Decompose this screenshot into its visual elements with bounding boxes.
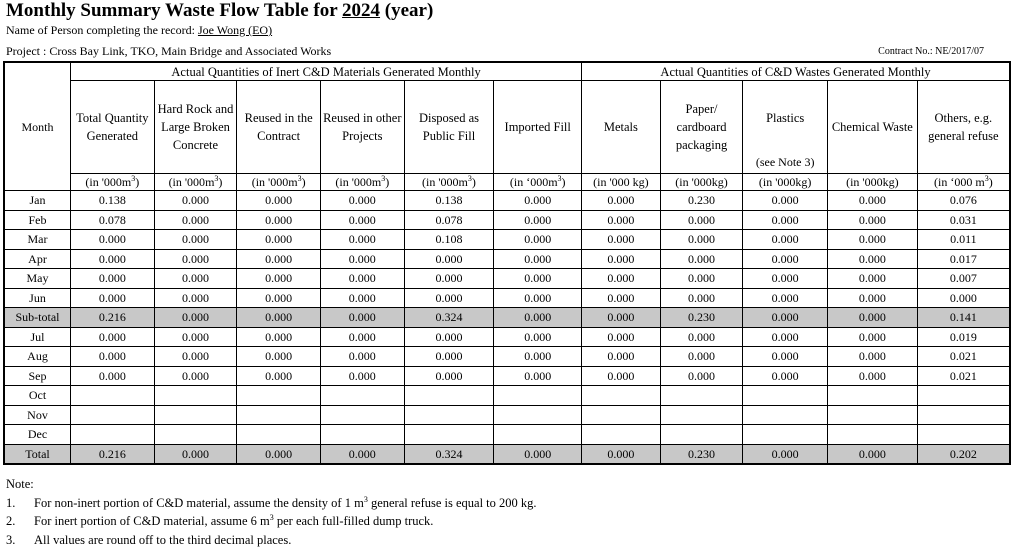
- value-cell: 0.076: [917, 191, 1010, 211]
- value-cell: 0.000: [494, 288, 582, 308]
- value-cell: [154, 425, 237, 445]
- value-cell: 0.000: [71, 269, 155, 289]
- value-cell: 0.017: [917, 249, 1010, 269]
- value-cell: 0.000: [743, 444, 828, 464]
- col-header: Reused in other Projects: [320, 81, 404, 174]
- col-header: Disposed as Public Fill: [404, 81, 494, 174]
- month-header: Month: [4, 62, 71, 191]
- value-cell: 0.000: [154, 191, 237, 211]
- month-cell: Nov: [4, 405, 71, 425]
- value-cell: [828, 405, 918, 425]
- table-row: [4, 249, 1010, 269]
- unit-cell: (in '000kg): [660, 174, 743, 191]
- unit-cell: (in '$000m^3$): [237, 174, 321, 191]
- table-row: [4, 230, 1010, 250]
- value-cell: 0.000: [71, 288, 155, 308]
- month-cell: Jun: [4, 288, 71, 308]
- table-row: [4, 405, 1010, 425]
- col-header: Total Quantity Generated: [71, 81, 155, 174]
- value-cell: 0.000: [154, 269, 237, 289]
- table-row: [4, 347, 1010, 367]
- note-number: 2.: [6, 514, 16, 528]
- value-cell: 0.000: [828, 308, 918, 328]
- value-cell: 0.000: [582, 230, 661, 250]
- subtotal-row: [4, 308, 1010, 328]
- month-cell: Sub-total: [4, 308, 71, 328]
- value-cell: 0.000: [828, 210, 918, 230]
- value-cell: 0.108: [404, 230, 494, 250]
- note-list: [6, 494, 537, 549]
- value-cell: 0.000: [320, 269, 404, 289]
- unit-cell: (in '$000m^3$): [71, 174, 155, 191]
- group-header-row: [4, 62, 1010, 81]
- value-cell: 0.000: [494, 191, 582, 211]
- value-cell: 0.000: [237, 366, 321, 386]
- value-cell: [660, 405, 743, 425]
- value-cell: 0.000: [320, 191, 404, 211]
- value-cell: 0.000: [320, 308, 404, 328]
- value-cell: 0.000: [320, 444, 404, 464]
- contract-number: Contract No.: NE/2017/07: [878, 46, 984, 57]
- value-cell: [582, 405, 661, 425]
- value-cell: 0.000: [743, 191, 828, 211]
- project-line: Project : Cross Bay Link, TKO, Main Bridge and Associated Works: [6, 44, 332, 58]
- value-cell: 0.000: [743, 269, 828, 289]
- person-label: Name of Person completing the record:: [6, 23, 198, 37]
- value-cell: 0.000: [828, 327, 918, 347]
- value-cell: 0.000: [154, 249, 237, 269]
- value-cell: [71, 386, 155, 406]
- value-cell: 0.000: [71, 366, 155, 386]
- value-cell: [320, 386, 404, 406]
- note-text: For non-inert portion of C&D material, assume the density of 1 $m^3$ general refuse is equal to 200 kg.: [34, 494, 537, 510]
- value-cell: 0.324: [404, 308, 494, 328]
- note-item: [6, 494, 537, 513]
- month-cell: May: [4, 269, 71, 289]
- value-cell: 0.000: [154, 347, 237, 367]
- value-cell: 0.000: [154, 444, 237, 464]
- month-cell: Mar: [4, 230, 71, 250]
- waste-flow-table: [3, 61, 1011, 465]
- value-cell: 0.000: [582, 444, 661, 464]
- value-cell: 0.000: [320, 327, 404, 347]
- value-cell: [743, 425, 828, 445]
- value-cell: 0.021: [917, 366, 1010, 386]
- value-cell: 0.000: [828, 366, 918, 386]
- value-cell: 0.000: [237, 444, 321, 464]
- value-cell: 0.000: [320, 366, 404, 386]
- note-text: All values are round off to the third decimal places.: [34, 532, 292, 547]
- notes: [6, 475, 537, 549]
- value-cell: 0.202: [917, 444, 1010, 464]
- value-cell: 0.000: [917, 288, 1010, 308]
- value-cell: 0.216: [71, 444, 155, 464]
- value-cell: 0.000: [71, 327, 155, 347]
- value-cell: 0.000: [743, 249, 828, 269]
- unit-row: [4, 174, 1010, 191]
- value-cell: [320, 425, 404, 445]
- value-cell: [660, 386, 743, 406]
- value-cell: 0.000: [582, 269, 661, 289]
- value-cell: 0.000: [494, 444, 582, 464]
- value-cell: 0.000: [743, 210, 828, 230]
- col-header-plastics: [743, 81, 828, 174]
- value-cell: [743, 386, 828, 406]
- value-cell: 0.000: [494, 269, 582, 289]
- value-cell: 0.000: [237, 347, 321, 367]
- value-cell: 0.000: [828, 230, 918, 250]
- person-name: Joe Wong (EO): [197, 23, 273, 37]
- value-cell: [660, 425, 743, 445]
- col-header: Others, e.g. general refuse: [917, 81, 1010, 174]
- value-cell: [917, 425, 1010, 445]
- title-year: 2024: [342, 0, 381, 21]
- value-cell: 0.000: [320, 288, 404, 308]
- value-cell: 0.000: [660, 210, 743, 230]
- value-cell: 0.230: [660, 444, 743, 464]
- value-cell: 0.000: [237, 230, 321, 250]
- value-cell: 0.000: [828, 191, 918, 211]
- col-header: Hard Rock and Large Broken Concrete: [154, 81, 237, 174]
- value-cell: 0.000: [743, 366, 828, 386]
- value-cell: 0.000: [237, 288, 321, 308]
- value-cell: 0.000: [494, 308, 582, 328]
- value-cell: 0.000: [743, 347, 828, 367]
- value-cell: 0.000: [154, 230, 237, 250]
- value-cell: 0.000: [828, 288, 918, 308]
- value-cell: [743, 405, 828, 425]
- col-header: Reused in the Contract: [237, 81, 321, 174]
- value-cell: 0.230: [660, 191, 743, 211]
- value-cell: [582, 386, 661, 406]
- value-cell: 0.000: [71, 347, 155, 367]
- value-cell: 0.000: [71, 249, 155, 269]
- column-header-row: [4, 81, 1010, 174]
- table-row: [4, 366, 1010, 386]
- value-cell: 0.000: [582, 347, 661, 367]
- value-cell: 0.078: [71, 210, 155, 230]
- value-cell: [71, 425, 155, 445]
- value-cell: 0.078: [404, 210, 494, 230]
- value-cell: [237, 386, 321, 406]
- value-cell: 0.000: [154, 327, 237, 347]
- value-cell: 0.000: [154, 308, 237, 328]
- plastics-note: (see Note 3): [755, 155, 815, 169]
- value-cell: 0.000: [743, 308, 828, 328]
- value-cell: [494, 405, 582, 425]
- value-cell: 0.000: [660, 327, 743, 347]
- col-header: Paper/ cardboard packaging: [660, 81, 743, 174]
- unit-cell: (in '$000m^3$): [154, 174, 237, 191]
- value-cell: [828, 425, 918, 445]
- value-cell: 0.011: [917, 230, 1010, 250]
- value-cell: 0.000: [828, 249, 918, 269]
- value-cell: [828, 386, 918, 406]
- value-cell: 0.000: [404, 347, 494, 367]
- value-cell: 0.000: [237, 308, 321, 328]
- month-cell: Aug: [4, 347, 71, 367]
- value-cell: 0.000: [660, 230, 743, 250]
- value-cell: 0.000: [320, 230, 404, 250]
- value-cell: 0.000: [660, 366, 743, 386]
- note-text: For inert portion of C&D material, assume 6 $m^3$ per each full-filled dump truck.: [34, 512, 434, 528]
- group-waste-header: Actual Quantities of C&D Wastes Generated Monthly: [582, 62, 1010, 81]
- value-cell: 0.000: [237, 327, 321, 347]
- month-cell: Dec: [4, 425, 71, 445]
- value-cell: 0.000: [494, 327, 582, 347]
- value-cell: [320, 405, 404, 425]
- value-cell: 0.000: [660, 269, 743, 289]
- value-cell: 0.000: [582, 288, 661, 308]
- value-cell: [917, 386, 1010, 406]
- value-cell: 0.000: [582, 249, 661, 269]
- value-cell: 0.000: [494, 249, 582, 269]
- total-row: [4, 444, 1010, 464]
- value-cell: 0.031: [917, 210, 1010, 230]
- value-cell: [404, 386, 494, 406]
- value-cell: 0.000: [582, 327, 661, 347]
- value-cell: 0.000: [828, 347, 918, 367]
- value-cell: 0.000: [237, 269, 321, 289]
- unit-cell: (in '000 kg): [582, 174, 661, 191]
- value-cell: 0.216: [71, 308, 155, 328]
- value-cell: 0.000: [582, 191, 661, 211]
- value-cell: 0.000: [743, 327, 828, 347]
- note-number: 3.: [6, 532, 16, 547]
- page-title: [6, 0, 433, 22]
- value-cell: 0.000: [237, 249, 321, 269]
- value-cell: 0.000: [154, 366, 237, 386]
- value-cell: 0.000: [320, 210, 404, 230]
- unit-cell: (in ‘000 $m^3$): [917, 174, 1010, 191]
- value-cell: 0.000: [404, 269, 494, 289]
- value-cell: 0.000: [237, 191, 321, 211]
- value-cell: [404, 425, 494, 445]
- value-cell: [154, 386, 237, 406]
- value-cell: 0.019: [917, 327, 1010, 347]
- table-body: [4, 62, 1010, 464]
- value-cell: 0.000: [743, 288, 828, 308]
- unit-cell: (in '000kg): [828, 174, 918, 191]
- value-cell: [237, 425, 321, 445]
- unit-cell: (in '000kg): [743, 174, 828, 191]
- col-header: Plastics: [766, 111, 805, 125]
- value-cell: 0.000: [404, 366, 494, 386]
- person-line: [6, 23, 272, 38]
- value-cell: 0.000: [404, 327, 494, 347]
- col-header: Imported Fill: [494, 81, 582, 174]
- month-cell: Total: [4, 444, 71, 464]
- month-cell: Oct: [4, 386, 71, 406]
- value-cell: 0.000: [494, 347, 582, 367]
- value-cell: 0.000: [237, 210, 321, 230]
- group-inert-header: Actual Quantities of Inert C&D Materials Generated Monthly: [71, 62, 582, 81]
- value-cell: 0.000: [660, 288, 743, 308]
- month-cell: Jul: [4, 327, 71, 347]
- table-row: [4, 386, 1010, 406]
- value-cell: 0.000: [582, 366, 661, 386]
- table-row: [4, 210, 1010, 230]
- notes-heading: Note:: [6, 477, 34, 491]
- table-row: [4, 191, 1010, 211]
- value-cell: [154, 405, 237, 425]
- value-cell: 0.000: [154, 210, 237, 230]
- table-row: [4, 425, 1010, 445]
- table-row: [4, 269, 1010, 289]
- unit-cell: (in '$000m^3$): [320, 174, 404, 191]
- value-cell: 0.324: [404, 444, 494, 464]
- table-row: [4, 327, 1010, 347]
- value-cell: 0.000: [71, 230, 155, 250]
- col-header: Chemical Waste: [828, 81, 918, 174]
- value-cell: [582, 425, 661, 445]
- value-cell: [71, 405, 155, 425]
- value-cell: 0.230: [660, 308, 743, 328]
- value-cell: [237, 405, 321, 425]
- title-suffix: (year): [380, 0, 434, 21]
- col-header: Metals: [582, 81, 661, 174]
- value-cell: 0.000: [828, 444, 918, 464]
- value-cell: 0.000: [494, 366, 582, 386]
- value-cell: 0.007: [917, 269, 1010, 289]
- value-cell: 0.000: [320, 347, 404, 367]
- value-cell: 0.000: [582, 210, 661, 230]
- title-prefix: Monthly Summary Waste Flow Table for: [6, 0, 343, 21]
- month-cell: Feb: [4, 210, 71, 230]
- table-row: [4, 288, 1010, 308]
- month-cell: Jan: [4, 191, 71, 211]
- value-cell: [917, 405, 1010, 425]
- value-cell: 0.141: [917, 308, 1010, 328]
- value-cell: 0.000: [828, 269, 918, 289]
- value-cell: 0.000: [743, 230, 828, 250]
- note-item: [6, 512, 537, 531]
- unit-cell: (in ‘$000m^3$): [494, 174, 582, 191]
- month-cell: Sep: [4, 366, 71, 386]
- value-cell: 0.138: [71, 191, 155, 211]
- month-cell: Apr: [4, 249, 71, 269]
- note-item: [6, 531, 537, 549]
- value-cell: 0.021: [917, 347, 1010, 367]
- value-cell: 0.000: [404, 288, 494, 308]
- value-cell: 0.138: [404, 191, 494, 211]
- value-cell: 0.000: [404, 249, 494, 269]
- unit-cell: (in '$000m^3$): [404, 174, 494, 191]
- value-cell: [494, 386, 582, 406]
- value-cell: 0.000: [660, 347, 743, 367]
- value-cell: 0.000: [320, 249, 404, 269]
- note-number: 1.: [6, 495, 16, 510]
- value-cell: 0.000: [494, 230, 582, 250]
- value-cell: [404, 405, 494, 425]
- value-cell: 0.000: [154, 288, 237, 308]
- value-cell: 0.000: [494, 210, 582, 230]
- value-cell: 0.000: [660, 249, 743, 269]
- value-cell: 0.000: [582, 308, 661, 328]
- value-cell: [494, 425, 582, 445]
